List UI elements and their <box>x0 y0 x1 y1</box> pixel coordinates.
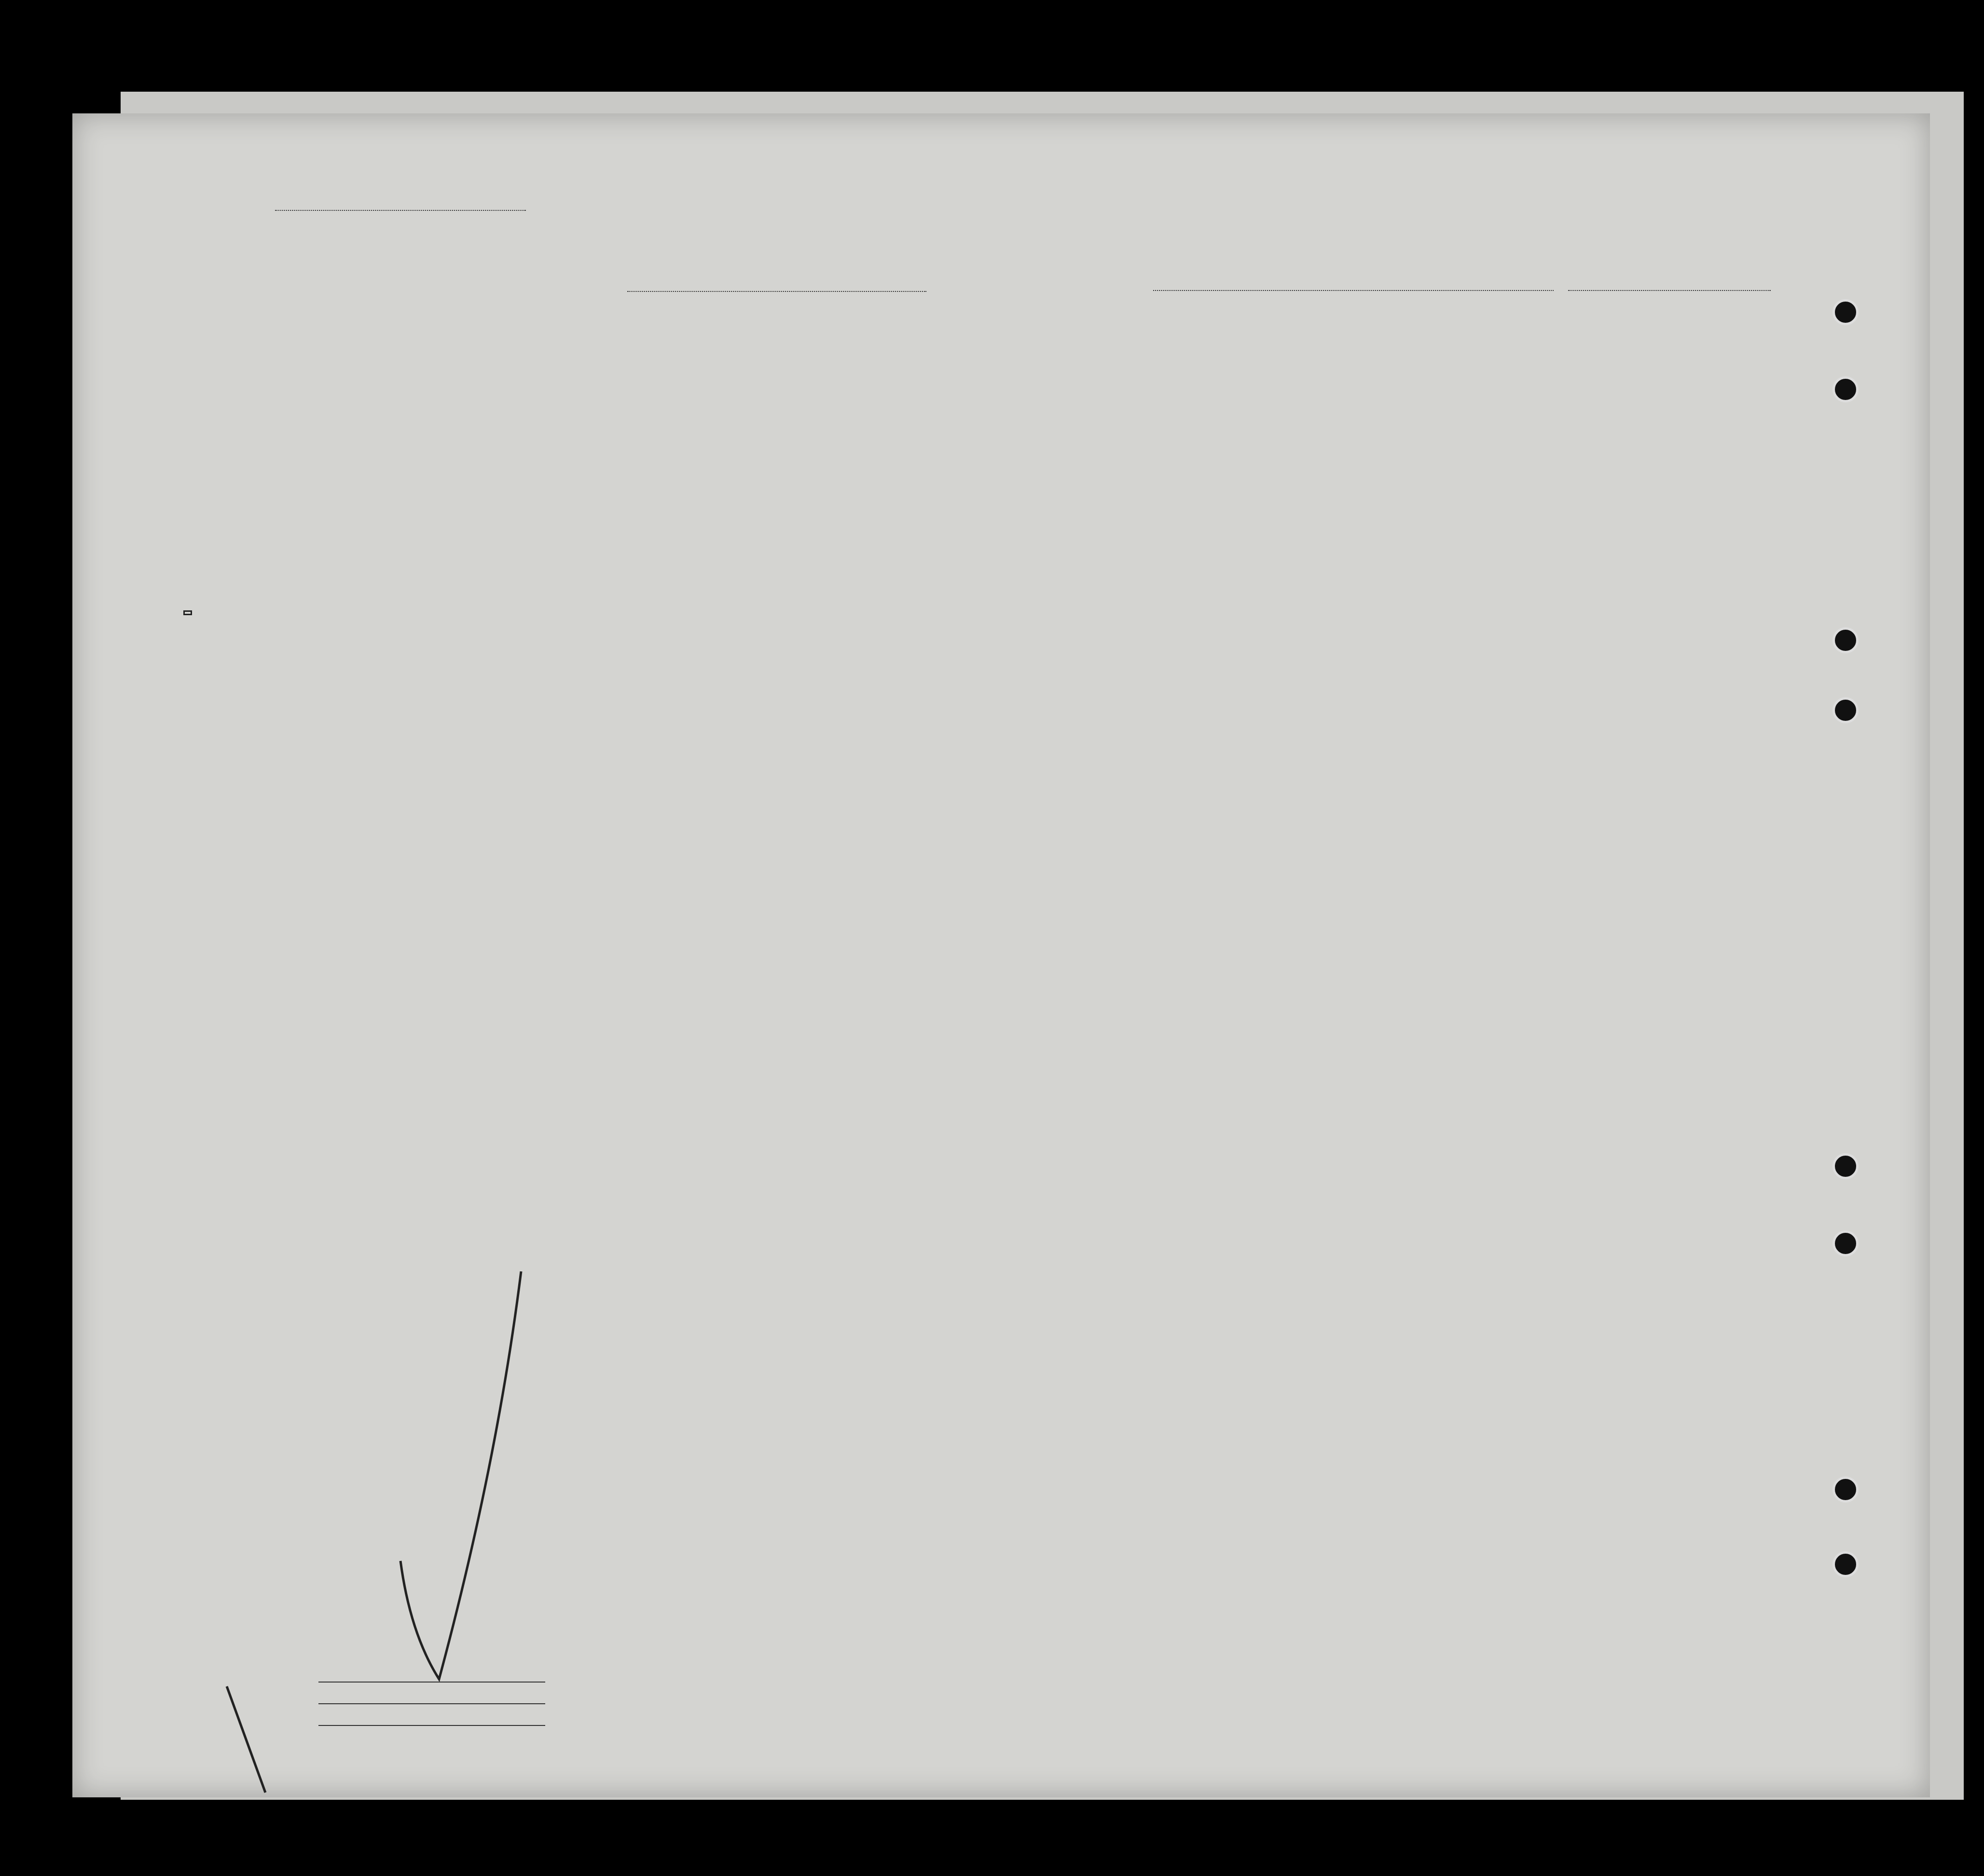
binder-hole <box>1832 299 1859 325</box>
footer-citizens <box>318 1703 545 1704</box>
binder-hole <box>1832 1476 1859 1503</box>
binder-hole <box>1832 1230 1859 1256</box>
binder-hole <box>1832 627 1859 653</box>
binder-hole <box>1832 1551 1859 1577</box>
manifest-sheet <box>72 113 1930 1797</box>
binder-hole <box>1832 376 1859 402</box>
binder-hole <box>1832 1153 1859 1179</box>
footer-total <box>318 1682 545 1683</box>
footer-aliens <box>318 1725 545 1726</box>
binder-hole <box>1832 697 1859 723</box>
pen-strokes <box>72 113 1930 1797</box>
